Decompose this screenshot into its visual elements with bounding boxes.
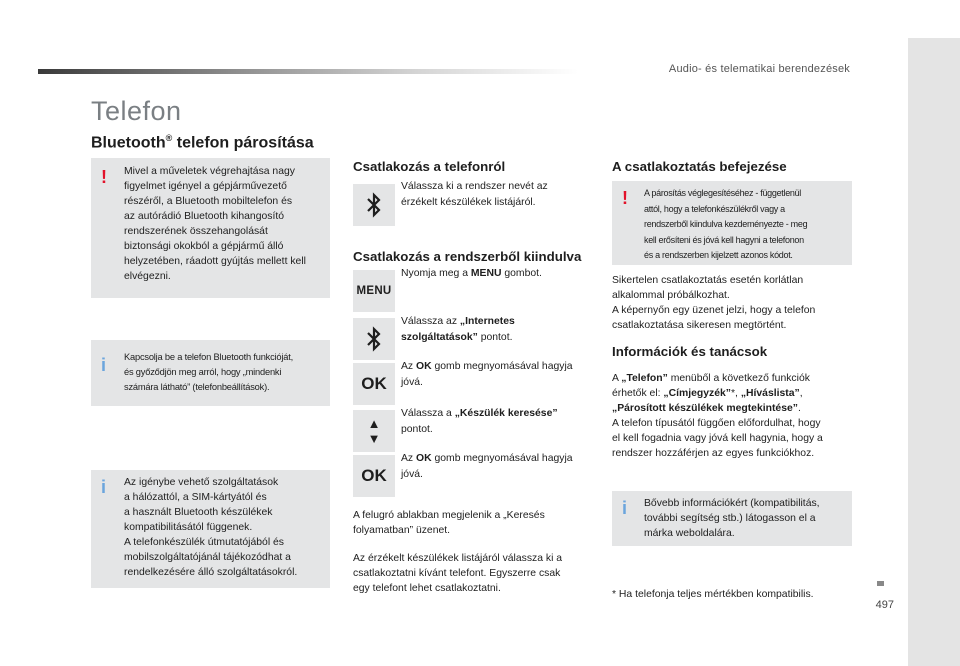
bluetooth-icon (366, 326, 382, 352)
info-icon: i (101, 355, 107, 375)
section-title: Audio- és telematikai berendezések (668, 63, 850, 75)
info-box-website (612, 491, 852, 546)
page-sidebar (908, 38, 960, 666)
step-select-internet-services: Válassza az „Internetes szolgáltatások” pontot. (401, 316, 515, 343)
heading-connect-from-phone: Csatlakozás a telefonról (353, 159, 506, 174)
heading-info-tips: Információk és tanácsok (612, 344, 768, 359)
info-box-bluetooth (91, 340, 330, 406)
warning-text: Mivel a műveletek végrehajtása nagy figyelmet igényel a gépjárművezető részéről, a Bluetooth mobiltelefon és az autórádió Bluetooth kihangosító rendszerének összehangolását biztonsági okokból a gépjármű álló helyzetében, ráadott gyújtás mellett kell elvégezni. (124, 166, 306, 282)
subtitle-text: Bluetooth (91, 134, 166, 152)
info-box-services (91, 470, 330, 588)
page-title: Telefon (91, 96, 182, 126)
bluetooth-button (353, 318, 395, 360)
step-confirm-ok: Az OK gomb megnyomásával hagyja jóvá. (401, 361, 573, 388)
info-icon: i (622, 498, 628, 518)
heading-finish-connection: A csatlakoztatás befejezése (612, 159, 787, 174)
para-searching-popup: A felugró ablakban megjelenik a „Keresés folyamatban” üzenet. (353, 510, 545, 536)
info-icon: i (101, 477, 107, 497)
page-number: 497 (875, 599, 894, 611)
menu-button (353, 270, 395, 312)
warning-box-safety (91, 158, 330, 298)
para-connection-failure: Sikertelen csatlakoztatás esetén korlátlan alkalommal próbálkozhat. A képernyőn egy üzenet jelzi, hogy a telefon csatlakoztatása sikeresen megtörtént. (612, 275, 816, 331)
warning-text: A párosítás véglegesítéséhez - függetlenül attól, hogy a telefonkészülékről vagy a rendszerből kiindulva kezdeményezte - meg kell erősíteni és jóvá kell hagyni a telefonon és a rendszerben kijelzett azonos kódot. (644, 188, 808, 260)
subtitle-registered-mark: ® (165, 133, 173, 143)
up-down-button (353, 410, 395, 452)
arrow-up-icon: ▲ (367, 416, 381, 431)
info-text: Bővebb információkért (kompatibilitás, további segítség stb.) látogasson el a márka weboldalára. (644, 498, 820, 539)
ok-button-label: OK (361, 374, 387, 393)
step-select-device-search: Válassza a „Készülék keresése” pontot. (401, 408, 558, 435)
menu-button-label: MENU (356, 285, 392, 297)
step-select-system: Válassza ki a rendszer nevét az érzékelt készülékek listájáról. (401, 181, 548, 208)
step-press-menu: Nyomja meg a MENU gombot. (401, 268, 542, 279)
para-select-phone: Az érzékelt készülékek listájáról válassza ki a csatlakoztatni kívánt telefont. Egyszerre csak egy telefont lehet csatlakoztatni. (353, 553, 563, 594)
info-text: Az igénybe vehető szolgáltatások a hálózattól, a SIM-kártyától és a használt Bluetooth készülékek kompatibilitásától függenek. A telefonkészülék útmutatójából és mobilszolgáltatójánál tájékozódhat a rendelkezésére álló szolgáltatásokról. (124, 477, 298, 578)
para-phone-menu-functions: A „Telefon” menüből a következő funkciók érhetők el: „Címjegyzék”*, „Híváslista”, „Párosított készülékek megtekintése”. A telefon típusától függően előfordulhat, hogy el kell fogadnia vagy jóvá kell hagynia, hogy a rendszer hozzáférjen az egyes funkciókhoz. (612, 373, 823, 459)
info-text: Kapcsolja be a telefon Bluetooth funkcióját, és győződjön meg arról, hogy „mindenki számára látható” (telefonbeállítások). (124, 352, 293, 392)
warning-icon: ! (622, 188, 628, 208)
section-subtitle (91, 133, 314, 152)
warning-box-pairing (612, 181, 852, 265)
ok-button-label: OK (361, 466, 387, 485)
arrow-down-icon: ▼ (367, 431, 381, 446)
bluetooth-button (353, 184, 395, 226)
bluetooth-icon (366, 192, 382, 218)
heading-connect-from-system: Csatlakozás a rendszerből kiindulva (353, 249, 582, 264)
ok-button (353, 455, 395, 497)
footnote: * Ha telefonja teljes mértékben kompatibilis. (612, 589, 814, 600)
subtitle-rest: telefon párosítása (172, 134, 314, 152)
step-confirm-ok: Az OK gomb megnyomásával hagyja jóvá. (401, 453, 573, 480)
warning-icon: ! (101, 167, 107, 187)
page-number-marker (877, 581, 884, 586)
header-gradient-bar (38, 69, 578, 74)
ok-button (353, 363, 395, 405)
